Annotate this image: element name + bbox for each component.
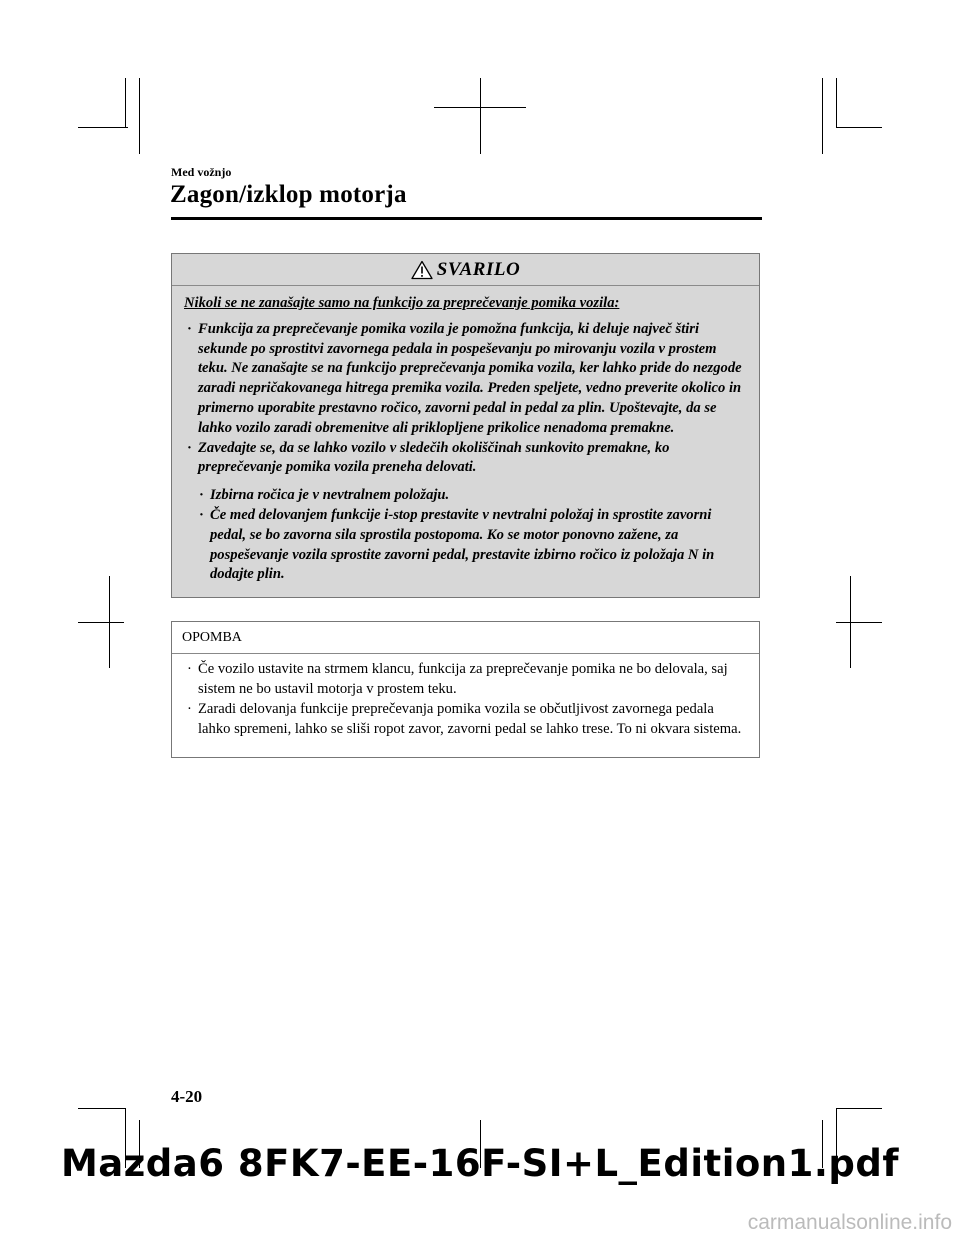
warning-bullet: · Funkcija za preprečevanje pomika vozila je pomožna funkcija, ki deluje največ štiri sekunde po sprostitvi zavornega pedala in pospeševanju po mirovanju vozila v prostem teku. Ne zanašajte se na funkcijo preprečevanja pomika vozila, ker lahko pride do nezgode zaradi nepričakovanega hitrega premika vozila. Preden speljete, vedno preverite okolico in primerno uporabite prestavno ročico, zavorni pedal in pedal za plin. Upoštevajte, da se lahko vozilo zaradi obremenitve ali priklopljene prikolice nenadoma premakne.: [184, 320, 749, 439]
note-body: [172, 654, 759, 739]
warning-box: [171, 253, 760, 598]
warning-sub-bullet: · Če med delovanjem funkcije i-stop prestavite v nevtralni položaj in sprostite zavorni pedal, se bo zavorna sila sprostila postopoma. Ko se motor ponovno zažene, za pospeševanje vozila sprostite zavorni pedal, prestavite izbirno ročico iz položaja N in dodajte plin.: [196, 506, 749, 585]
crop-mark: [850, 576, 851, 668]
crop-mark: [822, 78, 823, 154]
title-rule: [171, 217, 762, 220]
crop-mark: [78, 1108, 126, 1109]
crop-mark: [109, 576, 110, 668]
crop-mark: [139, 78, 140, 154]
crop-mark: [480, 78, 481, 154]
note-bullet: · Zaradi delovanja funkcije preprečevanja pomika vozila se občutljivost zavornega pedala lahko spremeni, lahko se sliši ropot zavor, zavorni pedal se lahko trese. To ni okvara sistema.: [184, 699, 749, 739]
section-label: Med vožnjo: [171, 165, 232, 179]
warning-bullet: · Zavedajte se, da se lahko vozilo v sledečih okoliščinah sunkovito premakne, ko preprečevanje pomika vozila preneha delovati.: [184, 439, 749, 479]
warning-triangle-icon: [411, 260, 433, 280]
warning-title: SVARILO: [436, 258, 521, 280]
warning-sub-list: [184, 486, 749, 585]
note-bullet: · Če vozilo ustavite na strmem klancu, funkcija za preprečevanje pomika ne bo delovala, saj sistem ne bo ustavil motorja v prostem teku.: [184, 659, 749, 699]
warning-body: [172, 286, 759, 585]
warning-intro: Nikoli se ne zanašajte samo na funkcijo za preprečevanje pomika vozila:: [184, 295, 620, 311]
crop-mark: [78, 622, 124, 623]
note-box: [171, 621, 760, 758]
warning-sub-bullet: · Izbirna ročica je v nevtralnem položaju.: [196, 486, 749, 506]
warning-header: [172, 254, 759, 286]
crop-mark: [836, 622, 882, 623]
crop-mark: [836, 78, 837, 128]
page-number: 4-20: [171, 1087, 203, 1106]
crop-mark: [125, 78, 126, 128]
watermark: carmanualsonline.info: [747, 1211, 952, 1234]
page-title: Zagon/izklop motorja: [170, 181, 407, 208]
footer-filename: Mazda6 8FK7-EE-16F-SI+L_Edition1.pdf: [60, 1142, 900, 1185]
crop-mark: [836, 1108, 882, 1109]
crop-mark: [78, 127, 128, 128]
crop-mark: [836, 127, 882, 128]
note-title: OPOMBA: [172, 622, 759, 654]
